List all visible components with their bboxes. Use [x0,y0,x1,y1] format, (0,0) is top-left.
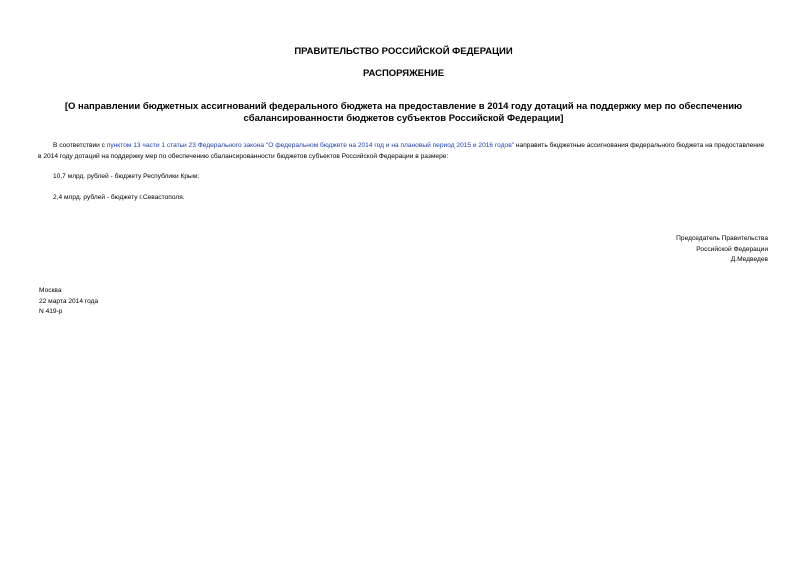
paragraph-suffix: направить бюджетные ассигнования федерального бюджета на предоставление в 2014 году дотаций на поддержку мер по обеспечению сбалансированности бюджетов субъектов Российской Федерации в размере: [38,142,765,160]
signature-title-line2: Российской Федерации [696,245,768,253]
signature-name: Д.Медведев [730,256,768,263]
signature-title-line1: Председатель Правительства [676,235,768,242]
allocation-item-sevastopol: 2,4 млрд. рублей - бюджету г.Севастополя. [53,194,185,201]
document-type: РАСПОРЯЖЕНИЕ [362,68,445,79]
document-subject: [О направлении бюджетных ассигнований федерального бюджета на предоставление в 2014 году дотаций на поддержку мер по обеспечению сбалансированности бюджетов субъектов Российской Федерации] [64,101,743,124]
government-title: ПРАВИТЕЛЬСТВО РОССИЙСКОЙ ФЕДЕРАЦИИ [294,46,513,57]
allocation-item-crimea: 10,7 млрд. рублей - бюджету Республики Крым; [53,173,200,180]
footer-number: N 419-р [39,308,63,315]
footer-city: Москва [39,287,62,294]
document-footer [39,286,98,318]
law-reference-link[interactable]: пунктом 13 части 1 статьи 23 Федерального закона "О федеральном бюджете на 2014 год и на плановый период 2015 и 2016 годов" [106,142,515,149]
main-paragraph [38,141,769,162]
paragraph-prefix: В соответствии с [53,142,107,149]
signature-block [676,234,768,266]
footer-date: 22 марта 2014 года [39,297,99,305]
